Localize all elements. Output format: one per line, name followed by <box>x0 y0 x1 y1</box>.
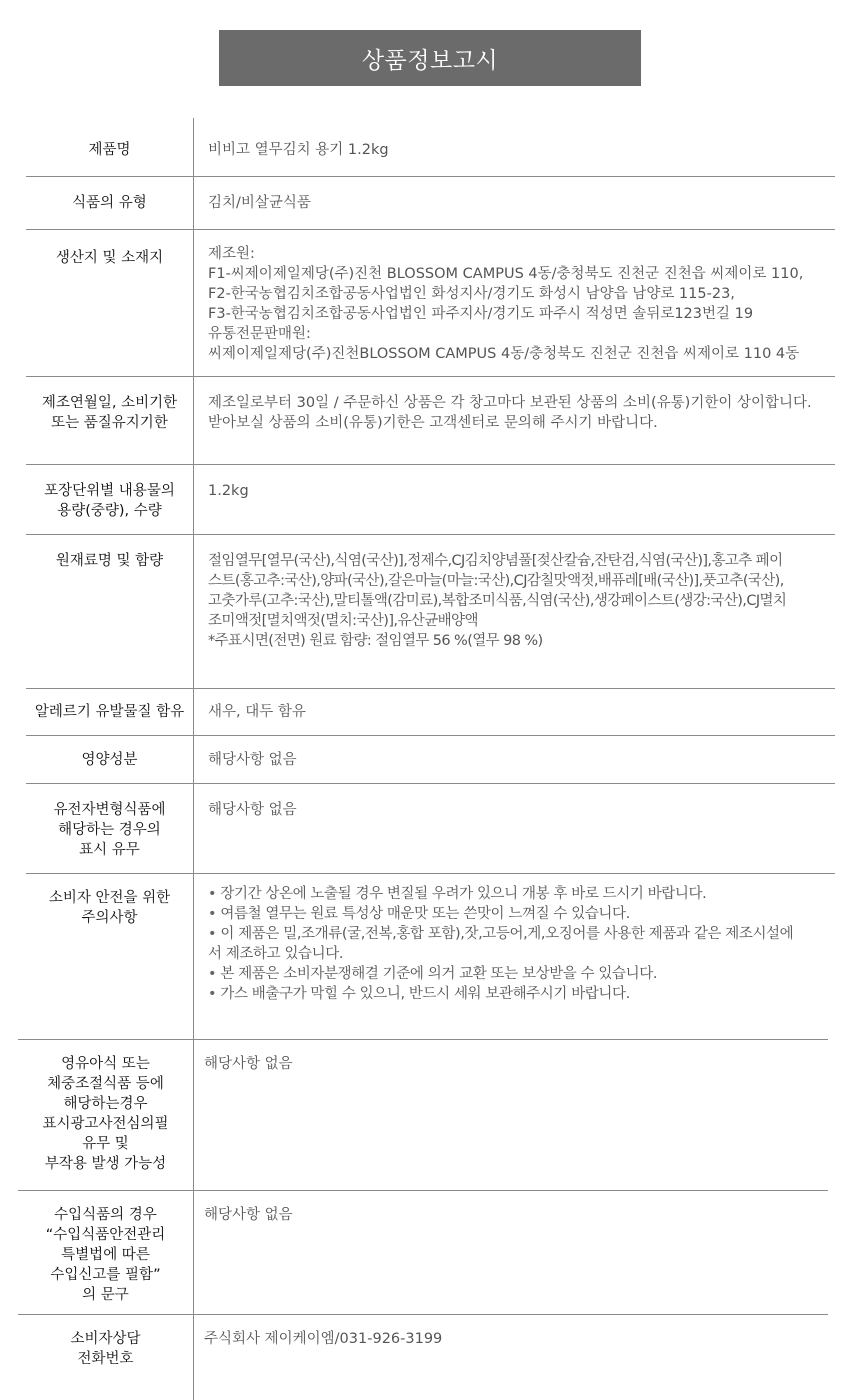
value-line: 씨제이제일제당(주)진천BLOSSOM CAMPUS 4동/충청북도 진천군 진천읍 씨제이로 110 4동 <box>208 346 800 362</box>
row-value <box>208 689 835 722</box>
row-allergens <box>26 689 835 736</box>
row-safety-notice <box>26 874 835 1039</box>
row-value <box>208 535 835 651</box>
value-line: 해당사항 없음 <box>204 1056 293 1072</box>
row-label <box>26 177 194 229</box>
row-gmo <box>26 784 835 874</box>
row-value <box>204 1315 828 1349</box>
label-line: 식품의 유형 <box>72 195 147 211</box>
bullet-item: • 이 제품은 밀,조개류(굴,전복,홍합 포함),잣,고등어,게,오징어를 사용한 제품과 같은 제조시설에 <box>208 924 835 944</box>
label-line: 부작용 발생 가능성 <box>44 1156 167 1172</box>
value-line: 제조원: <box>208 246 255 262</box>
row-label <box>18 1191 194 1314</box>
row-label <box>26 784 194 873</box>
row-value <box>208 230 835 364</box>
row-value <box>208 177 835 213</box>
row-label <box>26 465 194 534</box>
value-line: *주표시면(전면) 원료 함량: 절임열무 56 %(열무 98 %) <box>208 633 543 649</box>
value-line: 주식회사 제이케이엠/031-926-3199 <box>204 1331 443 1347</box>
value-line: 해당사항 없음 <box>208 802 297 818</box>
label-line: 생산지 및 소재지 <box>55 250 164 266</box>
page-title: 상품정보고시 <box>219 30 641 86</box>
label-line: 유전자변형식품에 <box>53 802 166 818</box>
row-product-name <box>26 118 835 177</box>
label-line: 체중조절식품 등에 <box>47 1076 164 1092</box>
label-line: 영유아식 또는 <box>61 1056 150 1072</box>
row-label <box>26 874 194 1039</box>
row-label <box>26 230 194 376</box>
row-food-type <box>26 177 835 230</box>
label-line: 유무 및 <box>82 1136 129 1152</box>
row-infant-food <box>18 1039 828 1191</box>
value-line: 절임열무[열무(국산),식염(국산)],정제수,CJ김치양념풀[젖산칼슘,잔탄검,식염(국산)],홍고추 페이 <box>208 553 783 569</box>
label-line: 해당하는경우 <box>63 1096 148 1112</box>
value-line: 김치/비살균식품 <box>208 195 311 211</box>
row-ingredients <box>26 535 835 689</box>
row-value <box>204 1191 828 1225</box>
row-label <box>26 736 194 783</box>
bullet-item: • 여름철 열무는 원료 특성상 매운맛 또는 쓴맛이 느껴질 수 있습니다. <box>208 904 835 924</box>
bullet-item: • 장기간 상온에 노출될 경우 변질될 우려가 있으니 개봉 후 바로 드시기 바랍니다. <box>208 884 835 904</box>
value-line: 조미액젓[멸치액젓(멸치:국산)],유산균배양액 <box>208 613 478 629</box>
value-line: F2-한국농협김치조합공동사업법인 화성지사/경기도 화성시 남양읍 남양로 115-23, <box>208 286 735 302</box>
row-package-quantity <box>26 465 835 535</box>
label-line: 표시광고사전심의필 <box>42 1116 169 1132</box>
row-label <box>26 535 194 688</box>
label-line: 수입신고를 필함” <box>50 1267 161 1283</box>
label-line: 알레르기 유발물질 함유 <box>34 704 185 720</box>
label-line: 또는 품질유지기한 <box>51 415 168 431</box>
row-value <box>208 736 835 770</box>
row-imported-food <box>18 1191 828 1315</box>
label-line: “수입식품안전관리 <box>45 1227 166 1243</box>
label-line: 해당하는 경우의 <box>58 822 161 838</box>
label-line: 원재료명 및 함량 <box>55 553 164 569</box>
value-line: 서 제조하고 있습니다. <box>208 946 344 962</box>
row-label <box>26 377 194 464</box>
value-line: 비비고 열무김치 용기 1.2kg <box>208 142 389 158</box>
row-expiration <box>26 377 835 465</box>
value-line: 받아보실 상품의 소비(유통)기한은 고객센터로 문의해 주시기 바랍니다. <box>208 415 658 431</box>
value-line: 고춧가루(고추:국산),말티톨액(감미료),복합조미식품,식염(국산),생강페이스트(생강:국산),CJ멸치 <box>208 593 787 609</box>
value-line: 스트(홍고추:국산),양파(국산),갈은마늘(마늘:국산),CJ감칠맛액젓,배퓨레[배(국산)],풋고추(국산), <box>208 573 784 589</box>
value-line: 새우, 대두 함유 <box>208 704 306 720</box>
row-value <box>208 874 835 1004</box>
value-line: 1.2kg <box>208 483 249 499</box>
row-label <box>18 1315 194 1400</box>
label-line: 제품명 <box>88 142 131 158</box>
bullet-item: • 가스 배출구가 막힐 수 있으니, 반드시 세워 보관해주시기 바랍니다. <box>208 984 835 1004</box>
value-line: 해당사항 없음 <box>208 752 297 768</box>
value-line: F3-한국농협김치조합공동사업법인 파주지사/경기도 파주시 적성면 솔뒤로123번길 19 <box>208 306 754 322</box>
row-label <box>26 118 194 176</box>
label-line: 용량(중량), 수량 <box>57 503 162 519</box>
row-value <box>208 377 835 433</box>
value-line: 유통전문판매원: <box>208 326 311 342</box>
bullet-item: • 본 제품은 소비자분쟁해결 기준에 의거 교환 또는 보상받을 수 있습니다. <box>208 964 835 984</box>
value-line: 제조일로부터 30일 / 주문하신 상품은 각 창고마다 보관된 상품의 소비(유통)기한이 상이합니다. <box>208 395 812 411</box>
row-value <box>208 118 835 160</box>
label-line: 표시 유무 <box>79 842 140 858</box>
value-line: F1-씨제이제일제당(주)진천 BLOSSOM CAMPUS 4동/충청북도 진천군 진천읍 씨제이로 110, <box>208 266 804 282</box>
label-line: 전화번호 <box>77 1351 134 1367</box>
label-line: 주의사항 <box>81 910 138 926</box>
row-customer-service <box>18 1315 828 1400</box>
row-value <box>208 784 835 820</box>
row-value <box>204 1040 828 1074</box>
label-line: 특별법에 따른 <box>61 1247 150 1263</box>
row-nutrition <box>26 736 835 784</box>
label-line: 소비자 안전을 위한 <box>48 890 171 906</box>
row-origin <box>26 230 835 377</box>
row-label <box>26 689 194 735</box>
row-label <box>18 1040 194 1190</box>
label-line: 영양성분 <box>81 752 138 768</box>
label-line: 포장단위별 내용물의 <box>44 483 175 499</box>
label-line: 수입식품의 경우 <box>54 1207 157 1223</box>
value-line: 해당사항 없음 <box>204 1207 293 1223</box>
label-line: 소비자상담 <box>70 1331 141 1347</box>
label-line: 의 문구 <box>82 1287 129 1303</box>
row-value <box>208 465 835 501</box>
label-line: 제조연월일, 소비기한 <box>41 395 178 411</box>
